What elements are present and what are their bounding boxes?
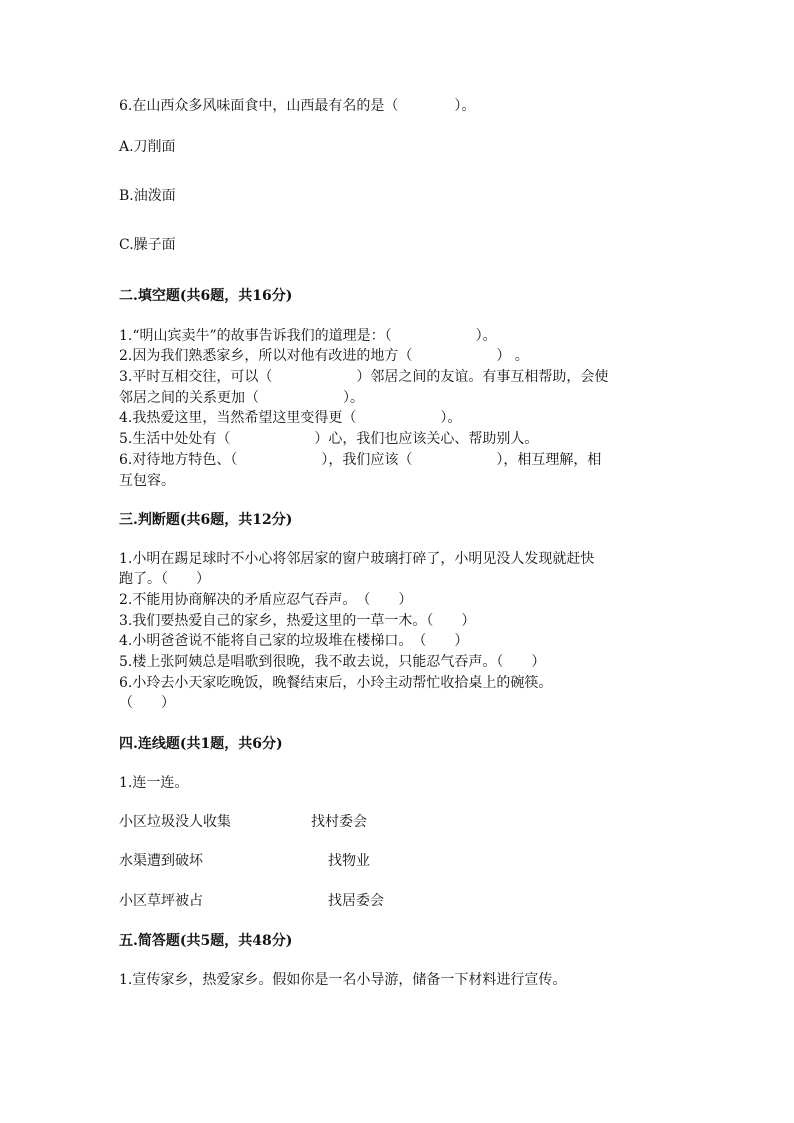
fill-line-5: 4.我热爱这里，当然希望这里变得更（ ）。 <box>119 410 462 426</box>
fill-line-6: 5.生活中处处有（ ）心，我们也应该关心、帮助别人。 <box>119 431 539 447</box>
match-intro: 1.连一连。 <box>119 775 189 791</box>
judge-line-4: 3.我们要热爱自己的家乡，热爱这里的一草一木。（ ） <box>119 613 476 629</box>
match-right-2: 找物业 <box>328 853 370 869</box>
fill-line-3: 3.平时互相交往，可以（ ）邻居之间的友谊。有事互相帮助，会使 <box>119 369 609 385</box>
judge-line-5: 4.小明爸爸说不能将自己家的垃圾堆在楼梯口。 （ ） <box>119 633 469 649</box>
judge-line-1: 1.小明在踢足球时不小心将邻居家的窗户玻璃打碎了，小明见没人发现就赶快 <box>119 551 595 567</box>
fill-line-1: 1.“明山宾卖牛”的故事告诉我们的道理是：（ ）。 <box>119 328 497 344</box>
match-right-3: 找居委会 <box>328 893 384 909</box>
option-a: A.刀削面 <box>119 139 176 155</box>
judge-line-7: 6.小玲去小天家吃晚饭，晚餐结束后，小玲主动帮忙收拾桌上的碗筷。 <box>119 675 553 691</box>
judge-line-3: 2.不能用协商解决的矛盾应忍气吞声。 （ ） <box>119 592 413 608</box>
short-answer-line-1: 1.宣传家乡，热爱家乡。假如你是一名小导游，储备一下材料进行宣传。 <box>119 972 567 988</box>
judge-line-8: （ ） <box>119 695 175 711</box>
match-left-2: 水渠遭到破坏 <box>119 853 203 869</box>
fill-line-4: 邻居之间的关系更加（ ）。 <box>119 390 364 406</box>
section-2-heading: 二.填空题(共6题，共16分) <box>119 288 293 304</box>
judge-line-2: 跑了。（ ） <box>119 571 210 587</box>
fill-line-7: 6.对待地方特色、（ ），我们应该（ ），相互理解，相 <box>119 452 602 468</box>
question-6-stem: 6.在山西众多风味面食中，山西最有名的是（ ）。 <box>119 98 476 114</box>
fill-line-2: 2.因为我们熟悉家乡，所以对他有改进的地方（ ） 。 <box>119 348 529 364</box>
fill-line-8: 互包容。 <box>119 473 175 489</box>
match-right-1: 找村委会 <box>311 814 367 830</box>
option-b: B.油泼面 <box>119 188 176 204</box>
match-left-1: 小区垃圾没人收集 <box>119 814 231 830</box>
section-3-heading: 三.判断题(共6题，共12分) <box>119 512 293 528</box>
match-left-3: 小区草坪被占 <box>119 893 203 909</box>
section-5-heading: 五.简答题(共5题，共48分) <box>119 933 293 949</box>
option-c: C.臊子面 <box>119 237 176 253</box>
section-4-heading: 四.连线题(共1题，共6分) <box>119 736 283 752</box>
judge-line-6: 5.楼上张阿姨总是唱歌到很晚，我不敢去说，只能忍气吞声。（ ） <box>119 654 546 670</box>
